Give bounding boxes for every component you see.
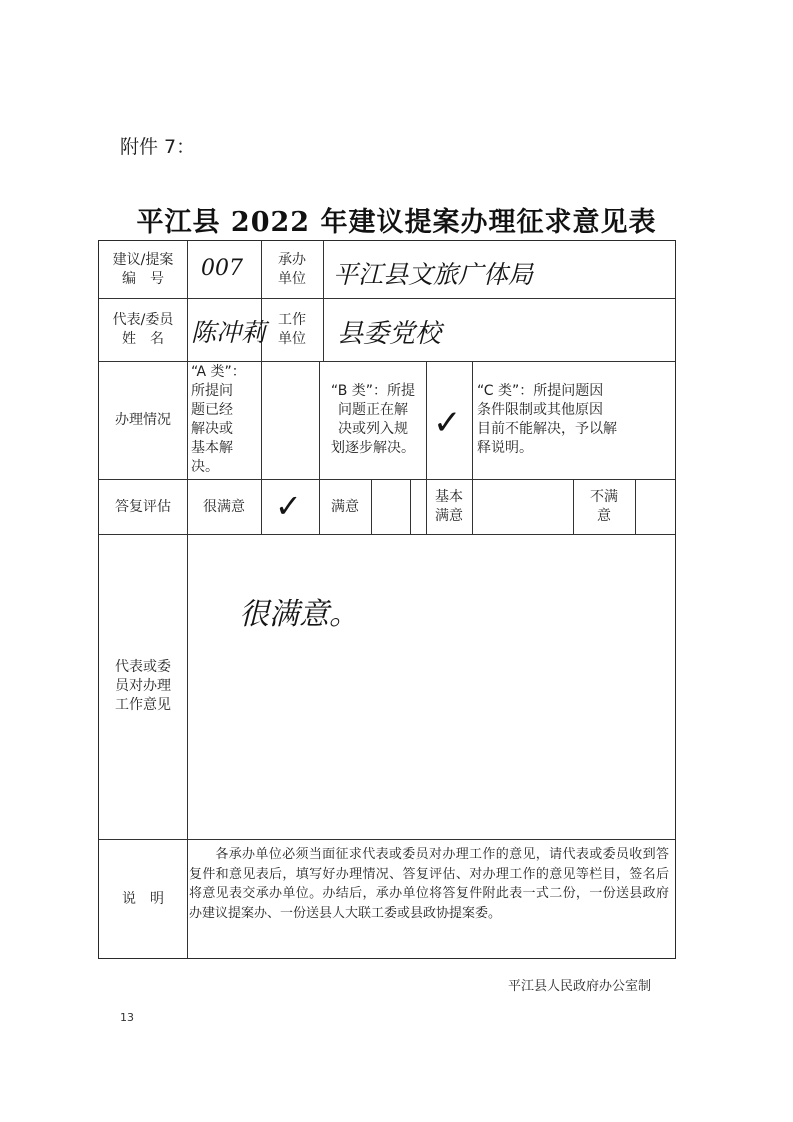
attachment-label: 附件 7：: [120, 136, 196, 158]
col-divider: [635, 479, 636, 534]
col-divider: [187, 241, 188, 958]
col-divider: [261, 361, 262, 534]
check-mark-icon: ✓: [433, 403, 462, 443]
evaluation-label: 答复评估: [115, 498, 171, 515]
option-b-text: “B 类”：所提 问题正在解 决或列入规 划逐步解决。: [330, 383, 416, 456]
representative-name-label: 代表/委员 姓 名: [112, 311, 174, 347]
col-divider: [410, 479, 411, 534]
handling-unit-value: 平江县文旅广体局: [333, 260, 534, 289]
handling-unit-label: 承办 单位: [278, 251, 306, 287]
page-number: 13: [120, 1011, 134, 1024]
opinion-form-table: [98, 240, 676, 959]
notes-label: 说 明: [122, 890, 164, 907]
notes-text: [189, 845, 669, 923]
opinion-value: 很满意。: [239, 597, 359, 632]
form-title: 平江县 2022 年建议提案办理征求意见表: [136, 207, 657, 238]
col-divider: [371, 479, 372, 534]
proposal-number-label: 建议/提案 编 号: [112, 251, 174, 287]
issuer-footer: 平江县人民政府办公室制: [508, 979, 652, 994]
col-divider: [472, 361, 473, 534]
col-divider: [323, 241, 324, 361]
eval-not-satisfied: 不满 意: [590, 488, 618, 524]
check-mark-icon: ✓: [275, 487, 302, 525]
work-unit-value: 县委党校: [337, 319, 442, 349]
status-label: 办理情况: [115, 412, 171, 428]
option-a-text: “A 类”： 所提问 题已经 解决或 基本解 决。: [191, 364, 246, 475]
opinion-label: 代表或委 员对办理 工作意见: [115, 659, 171, 713]
work-unit-label: 工作 单位: [278, 311, 306, 347]
representative-name-value: 陈冲莉: [191, 318, 267, 347]
eval-very-satisfied: 很满意: [203, 498, 245, 515]
proposal-number-value: 007: [201, 256, 243, 281]
eval-basically-satisfied: 基本 满意: [435, 488, 463, 524]
eval-satisfied: 满意: [331, 498, 359, 515]
notes-body: 各承办单位必须当面征求代表或委员对办理工作的意见，请代表或委员收到答复件和意见表后，填写好办理情况、答复评估、对办理工作的意见等栏目，签名后将意见表交承办单位。办结后，承办单位将答复件附此表一式二份，一份送县政府办建议提案办、一份送县人大联工委或县政协提案委。: [189, 847, 669, 921]
option-c-text: “C 类”：所提问题因 条件限制或其他原因 目前不能解决，予以解 释说明。: [477, 383, 617, 456]
